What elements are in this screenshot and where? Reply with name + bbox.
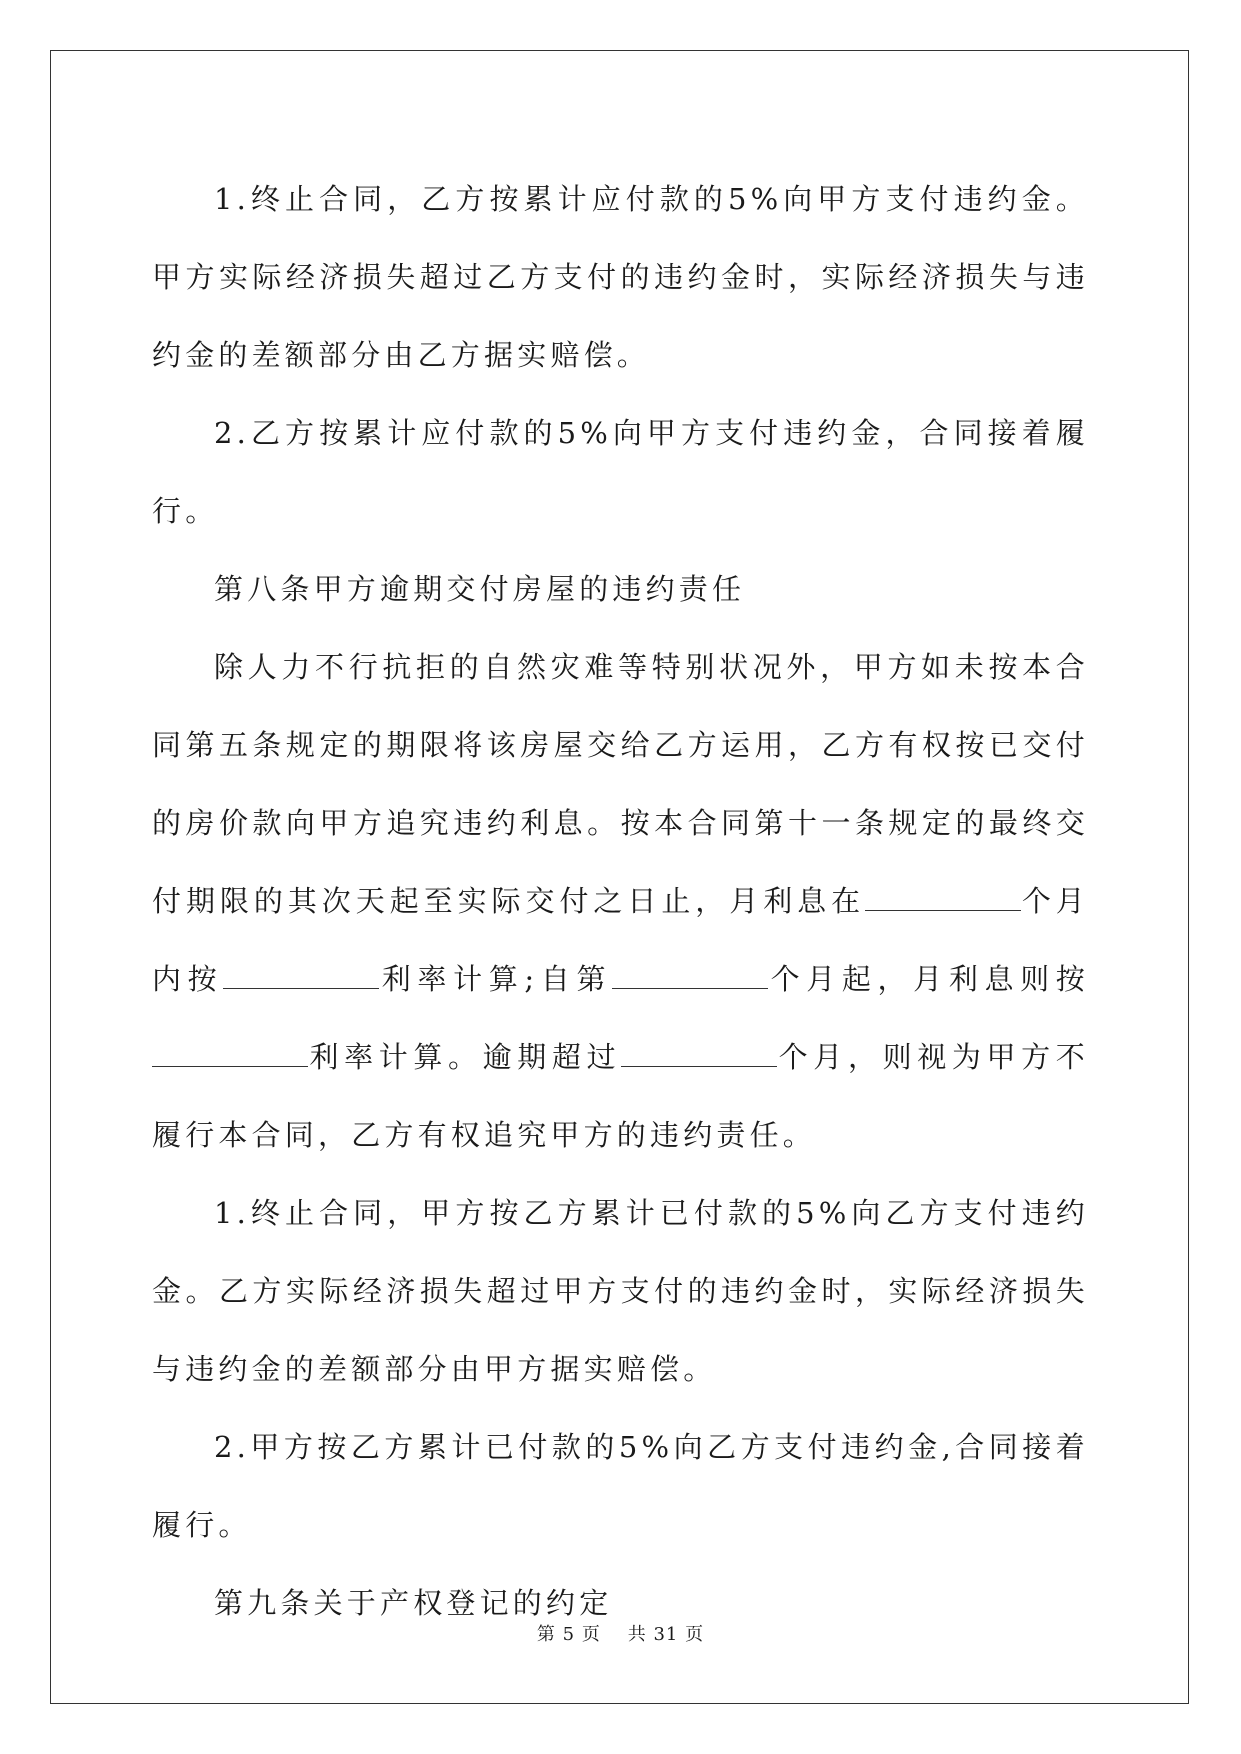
clause-8-text-5: 利率计算。逾期超过 [308,1040,622,1074]
blank-field-rate-1[interactable] [223,987,379,989]
clause-8-item-2: 2.甲方按乙方累计已付款的5%向乙方支付违约金,合同接着履行。 [152,1430,1089,1542]
blank-field-months-1[interactable] [865,909,1021,911]
clause-8-text-6: 个月，则视为甲方不履行本合同，乙方有权追究甲方的违约责任。 [152,1040,1089,1152]
clause-7-item-2: 2.乙方按累计应付款的5%向甲方支付违约金，合同接着履行。 [152,416,1089,528]
clause-8-heading: 第八条甲方逾期交付房屋的违约责任 [214,572,746,606]
total-pages: 共 31 页 [627,1624,705,1645]
clause-8-body [152,628,1089,1174]
page-footer [0,1620,1241,1646]
blank-field-rate-2[interactable] [152,1065,308,1067]
blank-field-months-3[interactable] [621,1065,777,1067]
page-number: 第 5 页 [536,1624,601,1645]
clause-7-item-1: 1.终止合同，乙方按累计应付款的5%向甲方支付违约金。甲方实际经济损失超过乙方支付的违约金时，实际经济损失与违约金的差额部分由乙方据实赔偿。 [152,182,1089,372]
document-body [152,160,1089,1642]
clause-8-text-2: 个月内按 [152,884,1090,996]
clause-9-heading: 第九条关于产权登记的约定 [214,1586,613,1620]
clause-8-text-3: 利率计算;自第 [379,962,613,996]
blank-field-months-2[interactable] [612,987,768,989]
clause-8-item-1: 1.终止合同，甲方按乙方累计已付款的5%向乙方支付违约金。乙方实际经济损失超过甲方支付的违约金时，实际经济损失与违约金的差额部分由甲方据实赔偿。 [152,1196,1089,1386]
clause-8-text-1: 除人力不行抗拒的自然灾难等特别状况外，甲方如未按本合同第五条规定的期限将该房屋交给乙方运用，乙方有权按已交付的房价款向甲方追究违约利息。按本合同第十一条规定的最终交付期限的其次天起至实际交付之日止，月利息在 [152,650,1089,918]
clause-8-text-4: 个月起，月利息则按 [768,962,1089,996]
